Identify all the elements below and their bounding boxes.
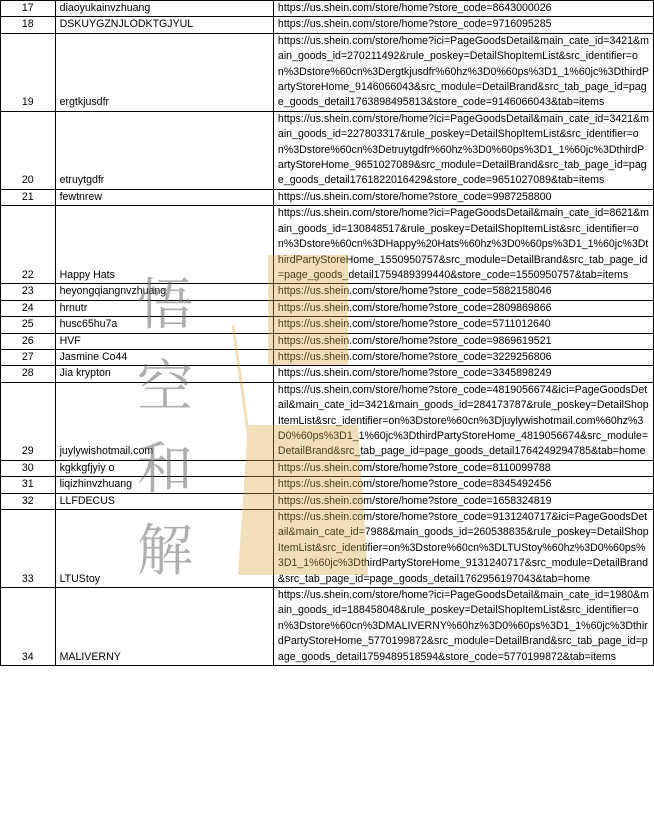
row-number: 25 (1, 317, 56, 333)
row-number: 22 (1, 206, 56, 284)
store-name: kgkkgfjyiy o (55, 460, 273, 476)
store-name: Happy Hats (55, 206, 273, 284)
store-url[interactable]: https://us.shein.com/store/home?ici=PageGoodsDetail&main_cate_id=3421&main_goods_id=227803317&rule_poskey=DetailShopItemList&src_identifier=on%3Dstore%60cn%3Detruytgdfr%60hz%3D0%60ps%3D1_1%60jc%3DthirdPartyStoreHome_9651027089&src_module=DetailBrand&src_tab_page_id=page_goods_detail1761822016429&store_code=9651027089&tab=items (273, 111, 653, 189)
table-row (1, 588, 654, 666)
store-url[interactable]: https://us.shein.com/store/home?store_code=9987258800 (273, 189, 653, 205)
store-name: heyongqiangnvzhuang (55, 284, 273, 300)
watermark-char: 和 (137, 437, 193, 502)
row-number: 26 (1, 333, 56, 349)
row-number: 21 (1, 189, 56, 205)
store-name: HVF (55, 333, 273, 349)
store-url[interactable]: https://us.shein.com/store/home?store_code=3229256806 (273, 349, 653, 365)
store-url[interactable]: https://us.shein.com/store/home?store_code=8110099788 (273, 460, 653, 476)
store-url[interactable]: https://us.shein.com/store/home?store_code=9131240717&ici=PageGoodsDetail&main_cate_id=7988&main_goods_id=260538835&rule_poskey=DetailShopItemList&src_identifier=on%3Dstore%60cn%3DLTUStoy%60hz%3D0%60ps%3D1_1%60jc%3DthirdPartyStoreHome_9131240717&src_module=DetailBrand&src_tab_page_id=page_goods_detail1762956197043&tab=home (273, 510, 653, 588)
table-row (1, 206, 654, 284)
store-url[interactable]: https://us.shein.com/store/home?store_code=3345898249 (273, 366, 653, 382)
store-name: MALIVERNY (55, 588, 273, 666)
store-name: Jia krypton (55, 366, 273, 382)
store-url[interactable]: https://us.shein.com/store/home?store_code=5711012640 (273, 317, 653, 333)
table-row (1, 477, 654, 493)
table-row (1, 189, 654, 205)
store-name: etruytgdfr (55, 111, 273, 189)
store-name: ergtkjusdfr (55, 33, 273, 111)
store-name: hrnutr (55, 300, 273, 316)
store-name: LLFDECUS (55, 493, 273, 509)
table-row (1, 1, 654, 17)
store-url[interactable]: https://us.shein.com/store/home?store_code=2809869866 (273, 300, 653, 316)
row-number: 27 (1, 349, 56, 365)
store-name: Jasmine Co44 (55, 349, 273, 365)
row-number: 34 (1, 588, 56, 666)
store-name: juylywishotmail.com (55, 382, 273, 460)
store-name: diaoyukainvzhuang (55, 1, 273, 17)
table-row (1, 510, 654, 588)
row-number: 18 (1, 17, 56, 33)
table-row (1, 493, 654, 509)
table-row (1, 111, 654, 189)
row-number: 29 (1, 382, 56, 460)
store-name: liqizhinvzhuang (55, 477, 273, 493)
row-number: 23 (1, 284, 56, 300)
row-number: 19 (1, 33, 56, 111)
store-name: DSKUYGZNJLODKTGJYUL (55, 17, 273, 33)
row-number: 17 (1, 1, 56, 17)
store-url[interactable]: https://us.shein.com/store/home?store_code=8643000026 (273, 1, 653, 17)
store-name: fewtnrew (55, 189, 273, 205)
table-row (1, 33, 654, 111)
store-url[interactable]: https://us.shein.com/store/home?ici=PageGoodsDetail&main_cate_id=8621&main_goods_id=130848517&rule_poskey=DetailShopItemList&src_identifier=on%3Dstore%60cn%3DHappy%20Hats%60hz%3D0%60ps%3D1_1%60jc%3DthirdPartyStoreHome_1550950757&src_module=DetailBrand&src_tab_page_id=page_goods_detail1759489399440&store_code=1550950757&tab=items (273, 206, 653, 284)
store-table-body (1, 1, 654, 666)
watermark-char: 解 (137, 519, 193, 584)
row-number: 20 (1, 111, 56, 189)
store-name: LTUStoy (55, 510, 273, 588)
row-number: 28 (1, 366, 56, 382)
row-number: 32 (1, 493, 56, 509)
row-number: 30 (1, 460, 56, 476)
store-url[interactable]: https://us.shein.com/store/home?store_code=4819056674&ici=PageGoodsDetail&main_cate_id=3421&main_goods_id=284173787&rule_poskey=DetailShopItemList&src_identifier=on%3Dstore%60cn%3Djuylywishotmail.com%60hz%3D0%60ps%3D1_1%60jc%3DthirdPartyStoreHome_4819056674&src_module=DetailBrand&src_tab_page_id=page_goods_detail1764249294785&tab=home (273, 382, 653, 460)
table-row (1, 317, 654, 333)
store-url[interactable]: https://us.shein.com/store/home?store_code=8345492456 (273, 477, 653, 493)
store-url[interactable]: https://us.shein.com/store/home?ici=PageGoodsDetail&main_cate_id=1980&main_goods_id=188458048&rule_poskey=DetailShopItemList&src_identifier=on%3Dstore%60cn%3DMALIVERNY%60hz%3D0%60ps%3D1_1%60jc%3DthirdPartyStoreHome_5770199872&src_module=DetailBrand&src_tab_page_id=page_goods_detail1759489518594&store_code=5770199872&tab=items (273, 588, 653, 666)
store-url[interactable]: https://us.shein.com/store/home?store_code=9869619521 (273, 333, 653, 349)
row-number: 31 (1, 477, 56, 493)
table-row (1, 460, 654, 476)
table-row (1, 382, 654, 460)
watermark-char: 悟 (137, 273, 193, 338)
store-url[interactable]: https://us.shein.com/store/home?store_code=9716095285 (273, 17, 653, 33)
row-number: 33 (1, 510, 56, 588)
table-row (1, 333, 654, 349)
row-number: 24 (1, 300, 56, 316)
table-row (1, 284, 654, 300)
table-row (1, 349, 654, 365)
table-row (1, 17, 654, 33)
store-name: husc65hu7a (55, 317, 273, 333)
store-url[interactable]: https://us.shein.com/store/home?store_code=5882158046 (273, 284, 653, 300)
table-row (1, 300, 654, 316)
store-url[interactable]: https://us.shein.com/store/home?store_code=1658324819 (273, 493, 653, 509)
store-url[interactable]: https://us.shein.com/store/home?ici=PageGoodsDetail&main_cate_id=3421&main_goods_id=270211492&rule_poskey=DetailShopItemList&src_identifier=on%3Dstore%60cn%3Dergtkjusdfr%60hz%3D0%60ps%3D1_1%60jc%3DthirdPartyStoreHome_9146066043&src_module=DetailBrand&src_tab_page_id=page_goods_detail1763898495813&store_code=9146066043&tab=items (273, 33, 653, 111)
table-row (1, 366, 654, 382)
watermark-char: 空 (137, 355, 193, 420)
